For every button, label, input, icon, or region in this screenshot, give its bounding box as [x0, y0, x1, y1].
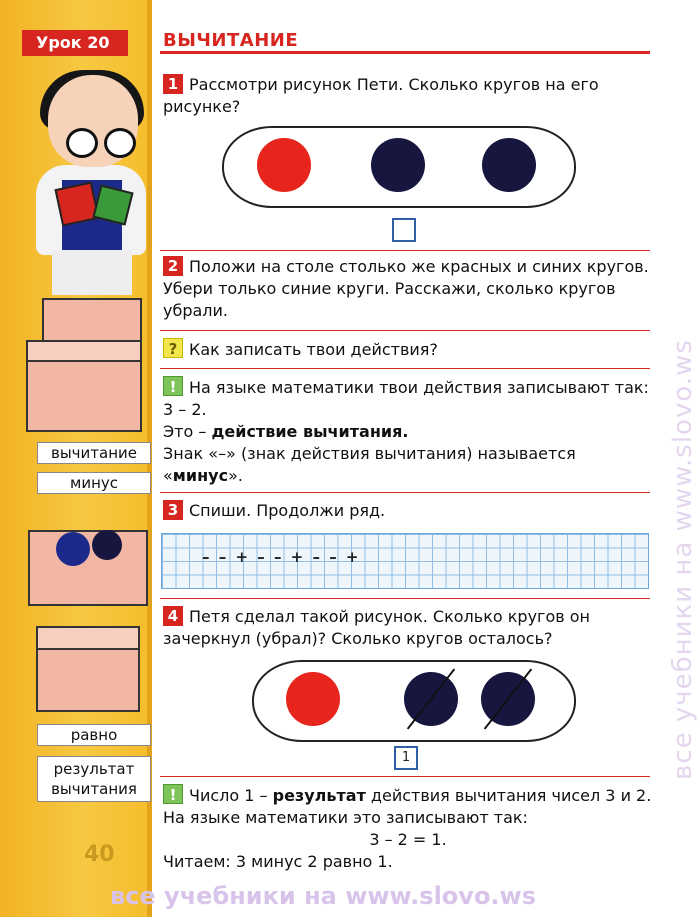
term-subtraction: вычитание — [37, 442, 151, 464]
task-4-answer-box[interactable]: 1 — [394, 746, 418, 770]
empty-box-1 — [42, 298, 142, 346]
rule-2-equation: 3 – 2 = 1. — [369, 830, 447, 849]
glasses-right — [104, 128, 136, 158]
question — [163, 338, 653, 361]
red-cube — [54, 181, 99, 226]
watermark-vertical: все учебники на www.slovo.ws — [668, 339, 698, 780]
task-2-number: 2 — [163, 256, 183, 276]
separator — [160, 492, 650, 493]
task-1-blue-circle-1 — [371, 138, 425, 192]
task-3 — [163, 500, 653, 522]
task-1 — [163, 74, 653, 118]
rule-1-line-3-post: ». — [228, 466, 243, 485]
rule-1-line-2-bold: действие вычитания. — [211, 422, 409, 441]
task-4 — [163, 606, 653, 650]
separator — [160, 368, 650, 369]
task-1-number: 1 — [163, 74, 183, 94]
page-number: 40 — [84, 842, 115, 867]
rule-2-pre: Число 1 – — [189, 786, 273, 805]
task-3-number: 3 — [163, 500, 183, 520]
task-3-grid[interactable] — [161, 533, 649, 589]
term-equals: равно — [37, 724, 151, 746]
rule-2-bold: результат — [272, 786, 366, 805]
task-4-red-circle — [286, 672, 340, 726]
rule-2-post: действия вычитания чисел 3 и 2. На языке математики это записывают так: — [163, 786, 652, 827]
rule-2-reading: Читаем: 3 минус 2 равно 1. — [163, 852, 393, 871]
task-1-red-circle — [257, 138, 311, 192]
question-text: Как записать твои действия? — [189, 340, 438, 359]
box-circle-2 — [92, 530, 122, 560]
task-3-sequence: – – + – – + – – + — [202, 548, 361, 566]
exclamation-icon: ! — [163, 784, 183, 804]
task-1-blue-circle-2 — [482, 138, 536, 192]
empty-box-2 — [26, 358, 142, 432]
question-icon: ? — [163, 338, 183, 358]
title-rule — [160, 51, 650, 54]
separator — [160, 330, 650, 331]
term-result: результат вычитания — [37, 756, 151, 802]
rule-1-line-2-pre: Это – — [163, 422, 212, 441]
page-title: ВЫЧИТАНИЕ — [163, 30, 299, 51]
term-minus: минус — [37, 472, 151, 494]
task-1-text: Рассмотри рисунок Пети. Сколько кругов на его рисунке? — [163, 75, 599, 116]
rule-1-line-3-bold: минус — [172, 466, 229, 485]
task-2-text: Положи на столе столько же красных и синих кругов. Убери только синие круги. Расскажи, сколько кругов убрали. — [163, 257, 649, 320]
lesson-badge: Урок 20 — [22, 30, 128, 56]
separator — [160, 598, 650, 599]
watermark-bottom: все учебники на www.slovo.ws — [110, 882, 536, 910]
empty-box-3 — [36, 646, 140, 712]
task-4-number: 4 — [163, 606, 183, 626]
rule-1 — [163, 376, 653, 487]
empty-box-2-rim — [26, 340, 142, 362]
rule-2 — [163, 784, 653, 873]
rule-1-line-3-pre: Знак «–» (знак действия вычитания) называется « — [163, 444, 576, 485]
exclamation-icon: ! — [163, 376, 183, 396]
separator — [160, 776, 650, 777]
separator — [160, 250, 650, 251]
boy-legs — [52, 250, 132, 295]
task-3-text: Спиши. Продолжи ряд. — [189, 501, 386, 520]
task-1-answer-box[interactable] — [392, 218, 416, 242]
empty-box-3-rim — [36, 626, 140, 650]
rule-1-line-1: На языке математики твои действия записывают так: 3 – 2. — [163, 378, 649, 419]
task-4-text: Петя сделал такой рисунок. Сколько кругов он зачеркнул (убрал)? Сколько кругов осталось? — [163, 607, 590, 648]
task-2 — [163, 256, 653, 322]
box-circle-1 — [56, 532, 90, 566]
glasses-left — [66, 128, 98, 158]
